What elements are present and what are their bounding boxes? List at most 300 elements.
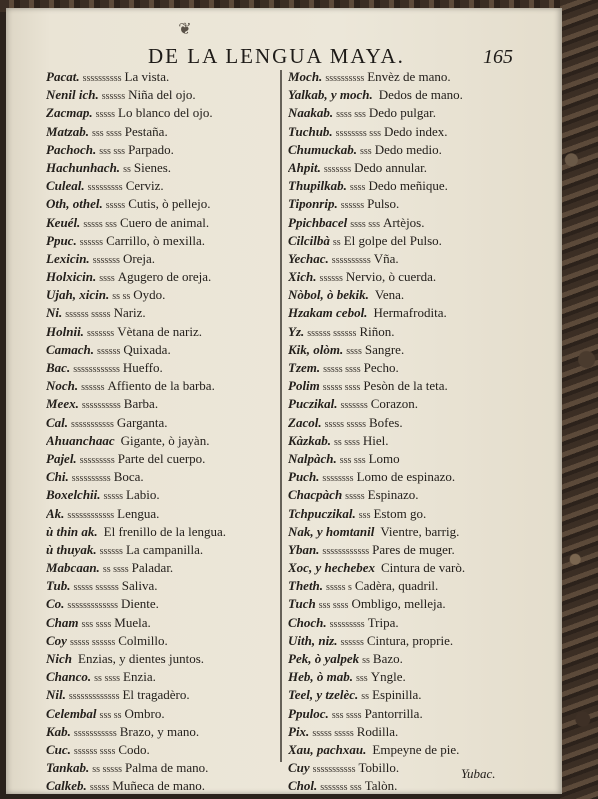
dictionary-entry: [288, 741, 524, 759]
maya-word: Lexicin.: [46, 250, 90, 266]
leader-dots: sssssss: [323, 163, 352, 175]
spanish-meaning: Brazo, y mano.: [119, 723, 200, 739]
spanish-meaning: El tragadèro.: [122, 687, 190, 703]
spanish-meaning: Vètana de nariz.: [117, 323, 202, 339]
dictionary-entry: [288, 468, 524, 486]
dictionary-entry: [46, 432, 282, 450]
maya-word: Ujah, xicin.: [46, 287, 110, 303]
spanish-meaning: Pantorrilla.: [364, 705, 423, 721]
spanish-meaning: La campanilla.: [125, 541, 204, 557]
dictionary-entry: [288, 214, 524, 232]
dictionary-entry: [46, 286, 282, 304]
leader-dots: ssssss: [97, 345, 121, 357]
dictionary-entry: [288, 632, 524, 650]
spanish-meaning: Gigante, ò jayàn.: [120, 432, 210, 448]
spanish-meaning: Palma de mano.: [124, 760, 209, 776]
leader-dots: sssss: [345, 491, 365, 503]
leader-dots: ssssss: [79, 236, 104, 248]
dictionary-entry: [288, 123, 524, 141]
spanish-meaning: Pulso.: [367, 196, 400, 212]
maya-word: Chanco.: [46, 669, 92, 685]
spanish-meaning: Nariz.: [113, 305, 146, 321]
leader-dots: sssss ssssss: [69, 636, 116, 648]
leader-dots: sssss sss: [83, 218, 117, 230]
maya-word: Pajel.: [46, 450, 77, 466]
book-edge-marbled: [560, 0, 598, 799]
maya-word: Kik, olòm.: [288, 341, 344, 357]
dictionary-entry: [288, 432, 524, 450]
leader-dots: sss sss: [339, 454, 366, 466]
book-page: [6, 8, 562, 794]
spanish-meaning: Affiento de la barba.: [107, 378, 215, 394]
dictionary-entry: [46, 214, 282, 232]
leader-dots: sss ssss: [331, 709, 362, 721]
leader-dots: sssss: [95, 109, 116, 121]
maya-word: Mabcaan.: [46, 560, 100, 576]
maya-word: Tankab.: [46, 760, 90, 776]
maya-word: Pacat.: [46, 69, 80, 84]
maya-word: Thupilkab.: [288, 178, 347, 194]
maya-word: Choch.: [288, 614, 327, 630]
dictionary-entry: [46, 505, 282, 523]
leader-dots: sssssssss: [329, 618, 365, 630]
maya-word: Heb, ò mab.: [288, 669, 353, 685]
dictionary-entry: [46, 323, 282, 341]
spanish-meaning: Ombro.: [124, 705, 165, 721]
leader-dots: ssss sss: [350, 218, 380, 230]
maya-word: Matzab.: [46, 123, 89, 139]
spanish-meaning: Nervio, ò cuerda.: [345, 269, 437, 285]
spanish-meaning: Enzia.: [123, 669, 156, 685]
leader-dots: ssssss: [319, 273, 343, 285]
dictionary-entry: [288, 141, 524, 159]
spanish-meaning: Espinazo.: [367, 487, 419, 503]
dictionary-entry: [288, 541, 524, 559]
maya-word: Cuy: [288, 760, 310, 776]
maya-word: Keuél.: [46, 214, 81, 230]
dictionary-entry: [288, 486, 524, 504]
dictionary-entry: [46, 304, 282, 322]
maya-word: Calkeb.: [46, 778, 87, 794]
dictionary-entry: [46, 123, 282, 141]
maya-word: Tuch: [288, 596, 316, 612]
spanish-meaning: Oydo.: [133, 287, 166, 303]
dictionary-entry: [288, 705, 524, 723]
spanish-meaning: Cintura, proprie.: [366, 632, 454, 648]
leader-dots: sssss sssss: [312, 727, 354, 739]
leader-dots: ssssss: [81, 382, 105, 394]
dictionary-entry: [288, 195, 524, 213]
spanish-meaning: Pestaña.: [124, 123, 168, 139]
dictionary-entry: [288, 268, 524, 286]
dictionary-entry: [288, 450, 524, 468]
dictionary-entry: [46, 268, 282, 286]
dictionary-entry: [46, 250, 282, 268]
spanish-meaning: Hueffo.: [122, 360, 163, 375]
dictionary-entry: [288, 395, 524, 413]
page-number: 165: [483, 46, 513, 68]
leader-dots: sss ssss: [318, 600, 349, 612]
dictionary-entry: [46, 577, 282, 595]
maya-word: Camach.: [46, 341, 95, 357]
spanish-meaning: Muela.: [114, 614, 151, 630]
maya-word: Puczikal.: [288, 396, 338, 412]
spanish-meaning: Sienes.: [133, 159, 172, 175]
spanish-meaning: Dedo pulgar.: [368, 105, 437, 121]
maya-word: Celembal: [46, 705, 97, 721]
maya-word: Cham: [46, 614, 79, 630]
maya-word: Polim: [288, 378, 320, 394]
maya-word: Nenil ich.: [46, 87, 99, 103]
spanish-meaning: Muñeca de mano.: [112, 778, 206, 794]
leader-dots: sssssss: [86, 327, 115, 339]
dictionary-entry: [46, 705, 282, 723]
maya-word: Naakab.: [288, 105, 334, 121]
maya-word: Ak.: [46, 505, 65, 521]
dictionary-entry: [46, 759, 282, 777]
dictionary-entry: [288, 559, 524, 577]
dictionary-entry: [288, 414, 524, 432]
leader-dots: ssssssssssss: [67, 509, 115, 521]
spanish-meaning: Parte del cuerpo.: [117, 450, 206, 466]
maya-word: Yechac.: [288, 250, 329, 266]
leader-dots: ssssss: [101, 91, 126, 103]
maya-word: Chumuckab.: [288, 141, 357, 157]
leader-dots: ss ss: [112, 291, 131, 303]
spanish-meaning: Dedo meñique.: [368, 178, 448, 194]
spanish-meaning: Codo.: [118, 741, 150, 757]
maya-word: Boxelchii.: [46, 487, 101, 503]
leader-dots: ss sssss: [92, 764, 122, 776]
leader-dots: ssssssssss: [81, 400, 121, 412]
spanish-meaning: Yngle.: [370, 669, 406, 685]
leader-dots: ssssssss: [322, 473, 354, 485]
dictionary-entry: [46, 359, 282, 377]
leader-dots: ss ssss: [94, 673, 121, 685]
maya-word: Bac.: [46, 360, 71, 375]
spanish-meaning: Riñon.: [359, 323, 395, 339]
maya-word: Holnii.: [46, 323, 84, 339]
maya-word: Nil.: [46, 687, 66, 703]
dictionary-entry: [288, 104, 524, 122]
maya-word: Ni.: [46, 305, 63, 321]
maya-word: Oth, othel.: [46, 196, 103, 212]
leader-dots: ssssssssss: [71, 473, 111, 485]
dictionary-entry: [46, 195, 282, 213]
leader-dots: sssssss: [340, 400, 368, 412]
spanish-meaning: Corazon.: [370, 396, 419, 412]
maya-word: Pachoch.: [46, 141, 97, 157]
spanish-meaning: Parpado.: [128, 141, 174, 157]
spanish-meaning: Agugero de oreja.: [117, 269, 212, 285]
maya-word: Noch.: [46, 378, 79, 394]
leader-dots: sssss: [103, 491, 123, 503]
leader-dots: ssssssss sss: [335, 127, 381, 139]
leader-dots: ss: [332, 236, 341, 248]
dictionary-entry: [46, 632, 282, 650]
maya-word: Culeal.: [46, 178, 85, 194]
dictionary-entry: [46, 141, 282, 159]
maya-word: Zacol.: [288, 414, 322, 430]
maya-word: Nalpàch.: [288, 450, 337, 466]
maya-word: Hzakam cebol.: [288, 305, 368, 321]
spanish-meaning: Oreja.: [122, 250, 156, 266]
page-header: DE LA LENGUA MAYA.: [148, 44, 405, 68]
leader-dots: ss ssss: [102, 564, 129, 576]
leader-dots: ssssss: [340, 200, 365, 212]
leader-dots: sss: [356, 673, 368, 685]
spanish-meaning: Bofes.: [369, 414, 403, 430]
dictionary-entry: [46, 468, 282, 486]
maya-word: Kàzkab.: [288, 432, 331, 448]
dictionary-entry: [288, 377, 524, 395]
maya-word: Pix.: [288, 723, 310, 739]
dictionary-entry: [46, 232, 282, 250]
spanish-meaning: Lomo: [368, 450, 400, 466]
spanish-meaning: Saliva.: [121, 578, 158, 594]
spanish-meaning: Rodilla.: [356, 723, 399, 739]
spanish-meaning: Tobillo.: [358, 760, 400, 776]
maya-word: Chol.: [288, 778, 318, 794]
spanish-meaning: Cerviz.: [125, 178, 164, 194]
maya-word: Moch.: [288, 69, 323, 84]
maya-word: Nak, y homtanil: [288, 523, 375, 539]
dictionary-entry: [288, 577, 524, 595]
leader-dots: sssssss: [92, 254, 120, 266]
catchword: Yubac.: [461, 766, 496, 781]
spanish-meaning: Bazo.: [372, 651, 403, 666]
dictionary-entry: [46, 741, 282, 759]
leader-dots: ssssss: [99, 545, 123, 557]
maya-word: Tchpuczikal.: [288, 505, 356, 521]
leader-dots: ssss: [349, 182, 366, 194]
leader-dots: ssssss ssss: [73, 745, 116, 757]
spanish-meaning: Boca.: [113, 469, 144, 485]
maya-word: Cuc.: [46, 741, 71, 757]
spanish-meaning: Vientre, barrig.: [380, 523, 460, 539]
ornament-icon: ❦: [178, 21, 192, 38]
dictionary-entry: [288, 304, 524, 322]
leader-dots: sssssssssss: [312, 764, 356, 776]
maya-word: Tub.: [46, 578, 71, 594]
spanish-meaning: Niña del ojo.: [128, 87, 196, 103]
spanish-meaning: Vña.: [373, 250, 399, 266]
leader-dots: sssss ssss: [323, 364, 361, 375]
maya-word: Uith, niz.: [288, 632, 338, 648]
leader-dots: sssss: [89, 782, 110, 794]
dictionary-entry: [288, 614, 524, 632]
leader-dots: sssss: [105, 200, 126, 212]
maya-word: Nich: [46, 651, 72, 666]
spanish-meaning: Carrillo, ò mexilla.: [106, 232, 205, 248]
maya-word: Cilcilbà: [288, 232, 330, 248]
dictionary-entry: [288, 359, 524, 377]
leader-dots: sss: [360, 145, 372, 157]
dictionary-entry: [288, 341, 524, 359]
dictionary-entry: [288, 723, 524, 741]
dictionary-entry: [46, 595, 282, 613]
leader-dots: sss ss: [99, 709, 122, 721]
dictionary-entry: [288, 323, 524, 341]
column-divider: [280, 70, 282, 762]
spanish-meaning: Pares de muger.: [372, 541, 455, 557]
spanish-meaning: Ombligo, melleja.: [351, 596, 446, 612]
dictionary-entry: [46, 159, 282, 177]
dictionary-entry: [46, 377, 282, 395]
spanish-meaning: Paladar.: [131, 560, 174, 576]
right-column: [288, 68, 524, 796]
spanish-meaning: Lo blanco del ojo.: [118, 105, 213, 121]
maya-word: Ppuc.: [46, 232, 77, 248]
leader-dots: sssssssssssss: [68, 691, 120, 703]
maya-word: Xau, pachxau.: [288, 741, 367, 757]
spanish-meaning: Espinilla.: [372, 687, 422, 703]
dictionary-entry: [46, 414, 282, 432]
dictionary-entry: [46, 104, 282, 122]
dictionary-entry: [46, 559, 282, 577]
maya-word: Xich.: [288, 269, 317, 285]
maya-word: Co.: [46, 596, 65, 612]
spanish-meaning: Cadèra, quadril.: [354, 578, 439, 594]
leader-dots: ssssssssss: [82, 73, 122, 84]
spanish-meaning: Hermafrodita.: [373, 305, 447, 321]
leader-dots: ss: [362, 655, 370, 666]
maya-word: Coy: [46, 632, 67, 648]
leader-dots: ss ssss: [333, 436, 360, 448]
spanish-meaning: Artèjos.: [382, 214, 425, 230]
spanish-meaning: Estom go.: [373, 505, 427, 521]
dictionary-entry: [288, 232, 524, 250]
maya-word: Yz.: [288, 323, 305, 339]
spanish-meaning: El frenillo de la lengua.: [103, 523, 227, 539]
maya-word: Hachunhach.: [46, 159, 121, 175]
dictionary-entry: [288, 177, 524, 195]
dictionary-entry: [46, 723, 282, 741]
spanish-meaning: Cutis, ò pellejo.: [128, 196, 211, 212]
dictionary-entry: [46, 541, 282, 559]
dictionary-entry: [288, 650, 524, 668]
spanish-meaning: Tripa.: [367, 614, 399, 630]
leader-dots: ssss sss: [336, 109, 366, 121]
maya-word: Meex.: [46, 396, 79, 412]
maya-word: Ahpit.: [288, 159, 321, 175]
leader-dots: sss: [358, 509, 371, 521]
maya-word: Zacmap.: [46, 105, 93, 121]
dictionary-entry: [46, 68, 282, 86]
spanish-meaning: Hiel.: [362, 432, 389, 448]
spanish-meaning: Pesòn de la teta.: [363, 378, 448, 394]
maya-word: Theth.: [288, 578, 324, 594]
dictionary-entry: [288, 68, 524, 86]
leader-dots: ssssss ssssss: [307, 327, 357, 339]
maya-word: Tiponrip.: [288, 196, 338, 212]
spanish-meaning: Dedos de mano.: [378, 87, 463, 103]
leader-dots: sssssssss: [79, 454, 115, 466]
spanish-meaning: Pecho.: [363, 360, 399, 375]
leader-dots: sss ssss: [91, 127, 122, 139]
dictionary-entry: [46, 450, 282, 468]
leader-dots: sssssssssss: [71, 418, 114, 430]
dictionary-entry: [288, 159, 524, 177]
spanish-meaning: La vista.: [124, 69, 170, 84]
leader-dots: ssss: [99, 273, 115, 285]
leader-dots: ssssss: [340, 636, 364, 648]
maya-word: ù thin ak.: [46, 523, 98, 539]
spanish-meaning: Cuero de animal.: [119, 214, 210, 230]
spanish-meaning: Lengua.: [117, 505, 160, 521]
leader-dots: sssssssssss: [73, 727, 117, 739]
leader-dots: sssss ssss: [322, 382, 361, 394]
spanish-meaning: Enzias, y dientes juntos.: [78, 651, 205, 666]
dictionary-entry: [46, 777, 282, 795]
dictionary-entry: [288, 523, 524, 541]
dictionary-entry: [46, 523, 282, 541]
spanish-meaning: Talòn.: [364, 778, 398, 794]
spanish-meaning: Envèz de mano.: [367, 69, 451, 84]
leader-dots: ss: [361, 691, 370, 703]
maya-word: Teel, y tzelèc.: [288, 687, 359, 703]
leader-dots: ssss: [346, 345, 362, 357]
maya-word: Ahuanchaac: [46, 432, 115, 448]
spanish-meaning: Sangre.: [364, 341, 405, 357]
dictionary-entry: [46, 668, 282, 686]
maya-word: Puch.: [288, 469, 320, 485]
leader-dots: ssssssssss: [331, 254, 371, 266]
leader-dots: ssssssssss: [325, 73, 365, 84]
dictionary-entry: [46, 86, 282, 104]
dictionary-entry: [46, 341, 282, 359]
dictionary-entry: [288, 86, 524, 104]
leader-dots: sss ssss: [81, 618, 112, 630]
maya-word: Ppuloc.: [288, 705, 329, 721]
spanish-meaning: Garganta.: [116, 414, 168, 430]
maya-word: Pek, ò yalpek: [288, 651, 360, 666]
leader-dots: sssssssss: [87, 182, 123, 194]
spanish-meaning: Vena.: [374, 287, 405, 303]
leader-dots: sssss ssssss: [73, 582, 119, 594]
maya-word: Cal.: [46, 414, 69, 430]
spanish-meaning: Barba.: [123, 396, 159, 412]
spanish-meaning: Labio.: [126, 487, 160, 503]
dictionary-entry: [288, 250, 524, 268]
leader-dots: sss sss: [99, 145, 126, 157]
leader-dots: ssssssssssss: [322, 545, 370, 557]
spanish-meaning: Dedo annular.: [354, 159, 428, 175]
spanish-meaning: Dedo index.: [383, 123, 448, 139]
spanish-meaning: Quixada.: [123, 341, 171, 357]
leader-dots: sssssssssssss: [67, 600, 119, 612]
maya-word: Xoc, y hechebex: [288, 560, 376, 576]
maya-word: Holxicin.: [46, 269, 97, 285]
leader-dots: sssss s: [326, 582, 352, 594]
spanish-meaning: El golpe del Pulso.: [343, 232, 442, 248]
dictionary-entry: [288, 686, 524, 704]
spanish-meaning: Empeyne de pie.: [372, 741, 460, 757]
dictionary-entry: [288, 286, 524, 304]
spanish-meaning: Dedo medio.: [374, 141, 442, 157]
maya-word: ù thuyak.: [46, 541, 97, 557]
dictionary-entry: [288, 668, 524, 686]
maya-word: Nòbol, ò bekik.: [288, 287, 369, 303]
spanish-meaning: Colmillo.: [118, 632, 168, 648]
maya-word: Yalkab, y moch.: [288, 87, 373, 103]
leader-dots: sssss sssss: [324, 418, 366, 430]
spanish-meaning: Diente.: [121, 596, 159, 612]
dictionary-entry: [46, 395, 282, 413]
dictionary-entry: [46, 650, 282, 668]
dictionary-entry: [288, 595, 524, 613]
dictionary-entry: [46, 177, 282, 195]
